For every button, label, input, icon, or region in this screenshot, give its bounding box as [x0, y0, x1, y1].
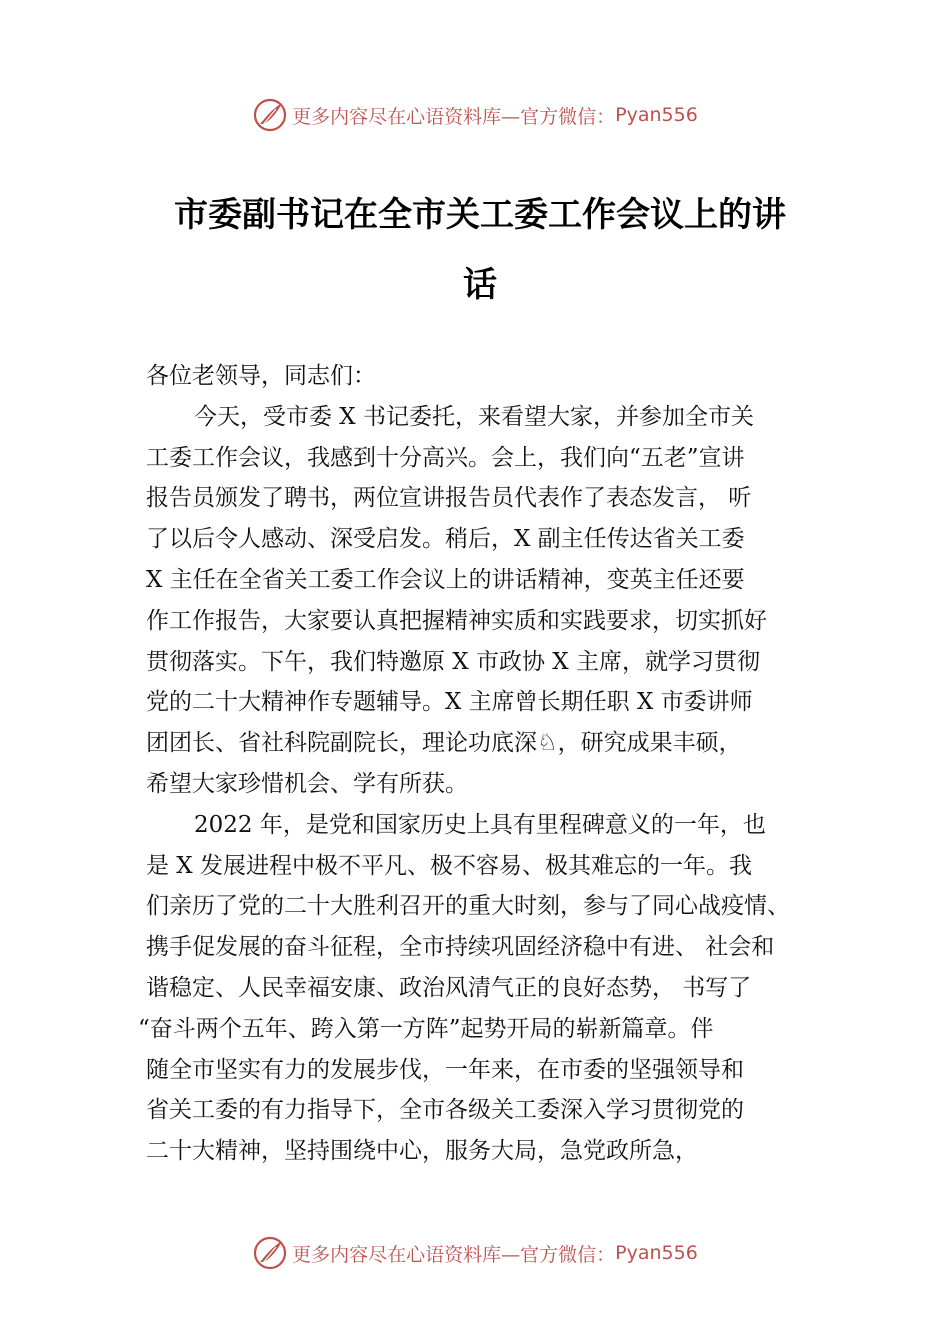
banner-wechat-id: Pyan556 [615, 1242, 698, 1264]
body-line: “奋斗两个五年、跨入第一方阵”起势开局的崭新篇章。伴 [138, 1015, 714, 1042]
body-line: 贯彻落实。下午，我们特邀原 X 市政协 X 主席，就学习贯彻 [146, 648, 760, 675]
body-line: 了以后令人感动、深受启发。稍后，X 副主任传达省关工委 [146, 526, 745, 553]
body-line: 二十大精神，坚持围绕中心，服务大局，急党政所急， [146, 1138, 698, 1165]
body-line: 们亲历了党的二十大胜利召开的重大时刻，参与了同心战疫情、 [146, 893, 790, 920]
body-line: 今天，受市委 X 书记委托，来看望大家，并参加全市关 [194, 403, 754, 430]
body-line: 作工作报告，大家要认真把握精神实质和实践要求，切实抓好 [146, 607, 767, 634]
title-line-2: 话 [463, 265, 497, 305]
body-line: 党的二十大精神作专题辅导。X 主席曾长期任职 X 市委讲师 [146, 689, 753, 716]
footer-banner [0, 1233, 950, 1273]
body-line: 是 X 发展进程中极不平凡、极不容易、极其难忘的一年。我 [146, 852, 752, 879]
body-line: 随全市坚实有力的发展步伐，一年来，在市委的坚强领导和 [146, 1056, 744, 1083]
banner-text: 更多内容尽在心语资料库—官方微信： [292, 1243, 616, 1266]
body-line: 报告员颁发了聘书，两位宣讲报告员代表作了表态发言， 听 [146, 485, 752, 512]
body-line: 携手促发展的奋斗征程，全市持续巩固经济稳中有进、 社会和 [146, 934, 775, 961]
body-line: 省关工委的有力指导下，全市各级关工委深入学习贯彻党的 [146, 1097, 744, 1124]
body-line: 团团长、省社科院副院长，理论功底深♘，研究成果丰硕， [146, 730, 742, 757]
document-body [138, 356, 828, 1172]
banner-wechat-id: Pyan556 [615, 104, 698, 126]
salutation: 各位老领导，同志们： [146, 363, 376, 389]
document-title [150, 180, 810, 320]
body-line: 希望大家珍惜机会、学有所获。 [146, 770, 468, 797]
title-line-1: 市委副书记在全市关工委工作会议上的讲 [174, 195, 786, 235]
body-line: 工委工作会议，我感到十分高兴。会上，我们向“五老”宣讲 [146, 444, 745, 471]
banner-text: 更多内容尽在心语资料库—官方微信： [292, 105, 616, 128]
body-line: X 主任在全省关工委工作会议上的讲话精神，变英主任还要 [146, 566, 745, 593]
header-banner [0, 95, 950, 135]
body-line: 2022 年，是党和国家历史上具有里程碑意义的一年，也 [194, 811, 766, 838]
quill-logo-icon [252, 97, 288, 133]
quill-logo-icon [252, 1235, 288, 1271]
body-line: 谐稳定、人民幸福安康、政治风清气正的良好态势， 书写了 [146, 974, 752, 1001]
